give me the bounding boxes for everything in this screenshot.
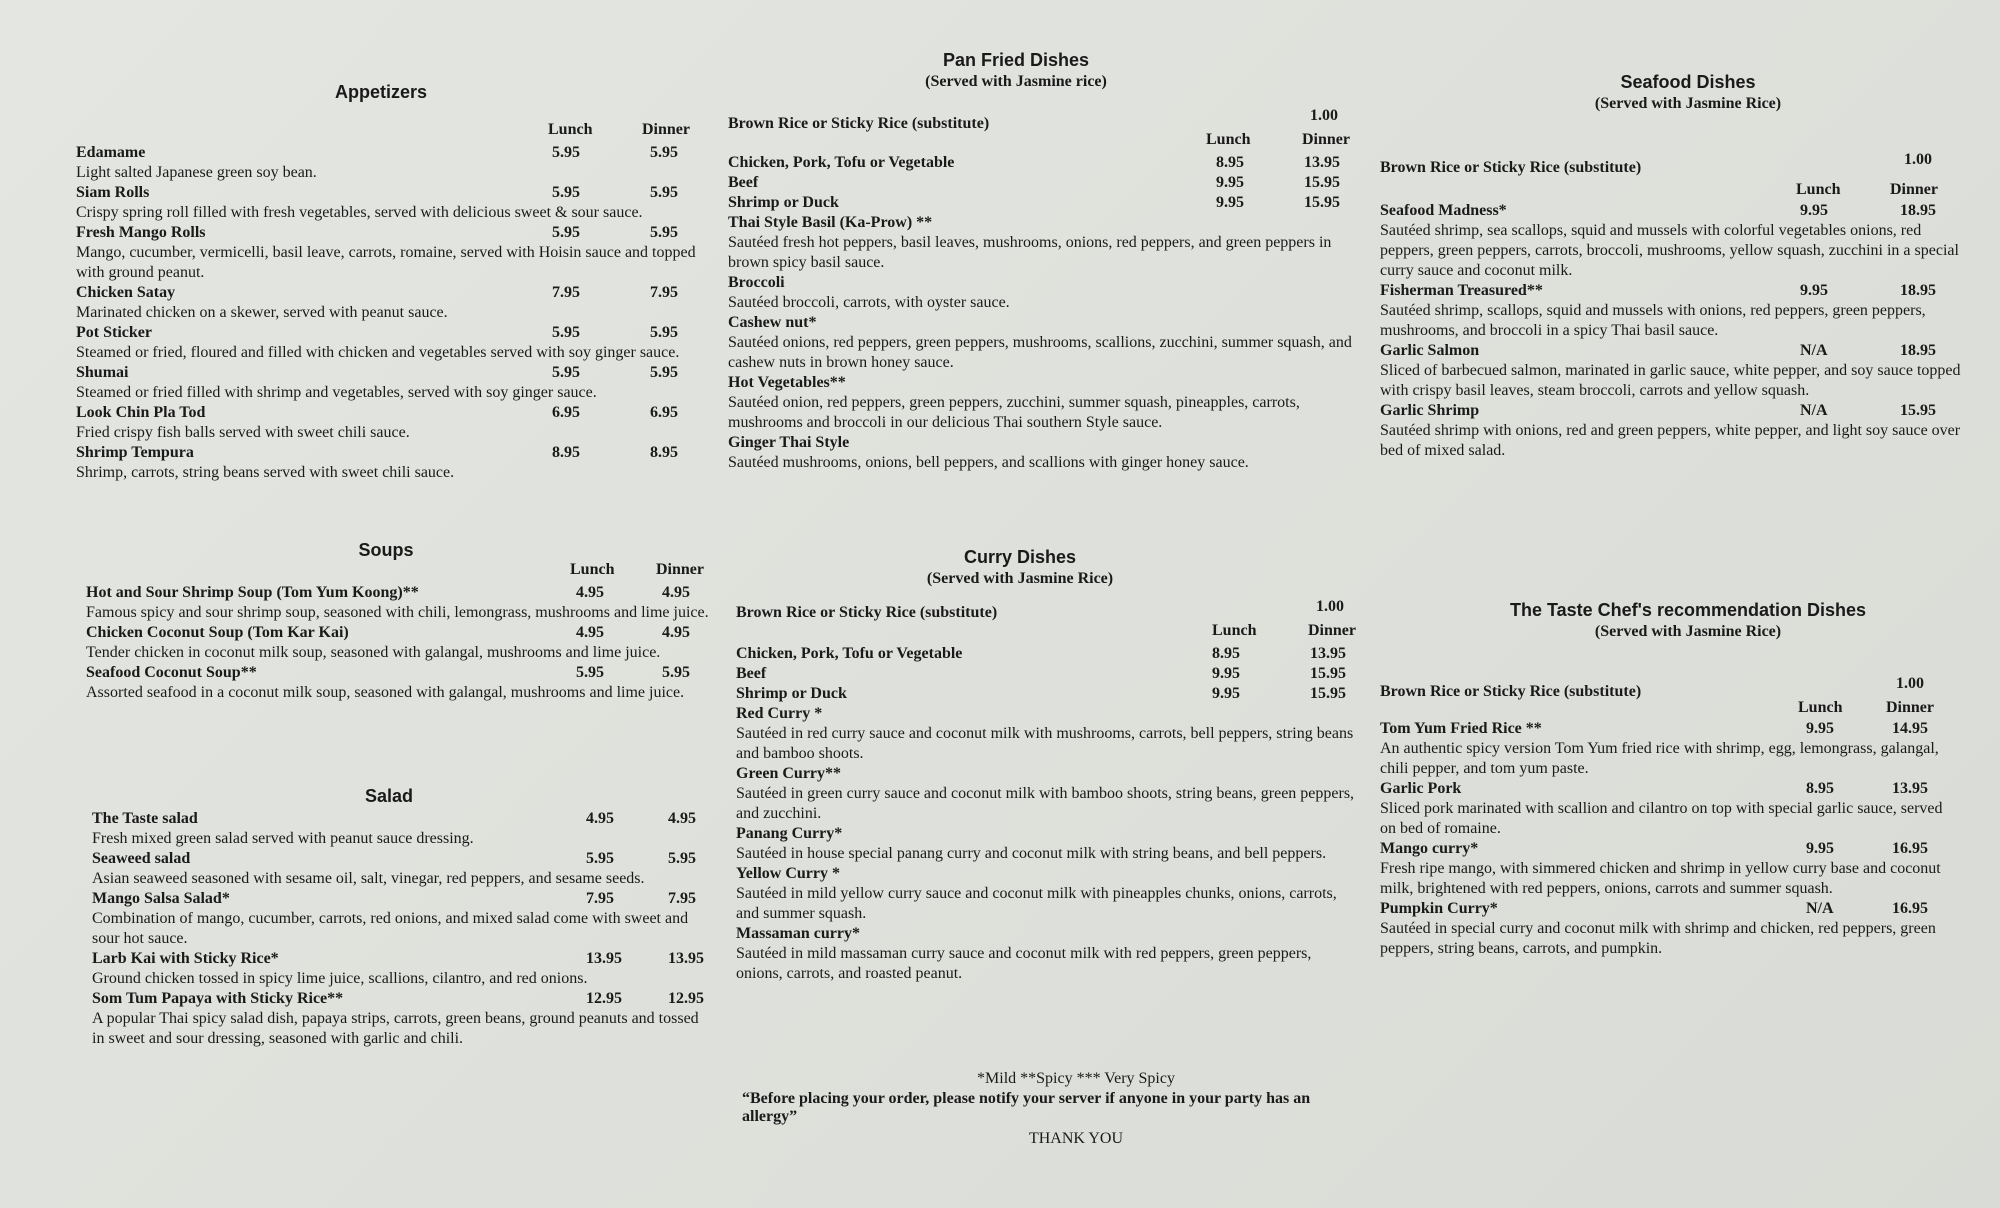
salad-title: Salad (364, 786, 414, 806)
item-name: Thai Style Basil (Ka-Prow) ** (728, 214, 933, 231)
dinner-price: 7.95 (668, 890, 696, 907)
dinner-price: 5.95 (650, 364, 678, 381)
substitute-label: Brown Rice or Sticky Rice (substitute) (736, 604, 998, 621)
item-description: Fresh ripe mango, with simmered chicken and shrimp in yellow curry base and coconut milk, brightened with red peppers, onions, carrots and summer squash. (1380, 860, 1941, 897)
item-name: Seaweed salad (92, 850, 191, 867)
item-description: Sautéed in house special panang curry and coconut milk with string beans, and bell peppers. (736, 845, 1327, 862)
dinner-price: 5.95 (650, 224, 678, 241)
base-price-row (736, 664, 1364, 684)
item-description: Sautéed in mild yellow curry sauce and coconut milk with pineapples chunks, onions, carrots, and summer squash. (736, 885, 1337, 922)
menu-item (1380, 341, 1966, 401)
item-name: Yellow Curry * (736, 865, 840, 882)
curry-title: Curry Dishes (963, 547, 1077, 567)
menu-item (92, 849, 716, 889)
item-name: Hot Vegetables** (728, 374, 846, 391)
panfried-base-prices (728, 153, 1364, 213)
soups-list (86, 583, 716, 703)
lunch-price: 5.95 (552, 224, 580, 241)
dinner-price: 18.95 (1900, 202, 1936, 219)
item-name: Edamame (76, 144, 146, 161)
dinner-price: 13.95 (668, 950, 704, 967)
base-price-row (728, 153, 1364, 173)
chef-subtitle: (Served with Jasmine Rice) (1594, 623, 1782, 640)
seafood-price-header (1380, 181, 1966, 201)
base-price-row (736, 644, 1364, 664)
item-description: Fresh mixed green salad served with peanut sauce dressing. (92, 830, 474, 847)
chef-substitute-row (1380, 675, 1966, 699)
item-description: Shrimp, carrots, string beans served with sweet chili sauce. (76, 464, 455, 481)
lunch-price: 5.95 (586, 850, 614, 867)
dinner-header: Dinner (1886, 699, 1934, 716)
lunch-price: 9.95 (1800, 202, 1828, 219)
item-name: Som Tum Papaya with Sticky Rice** (92, 990, 344, 1007)
curry-substitute-row (736, 598, 1364, 622)
lunch-header: Lunch (1206, 131, 1251, 148)
dinner-price: 7.95 (650, 284, 678, 301)
item-description: Tender chicken in coconut milk soup, seasoned with galangal, mushrooms and lime juice. (86, 644, 661, 661)
item-description: Fried crispy fish balls served with sweet chili sauce. (76, 424, 410, 441)
base-price-row (728, 173, 1364, 193)
menu-item (76, 403, 716, 443)
menu-item (728, 273, 1364, 313)
item-description: Sautéed shrimp, sea scallops, squid and mussels with colorful vegetables onions, red peppers, green peppers, carrots, broccoli, mushrooms, yellow squash, zucchini in a special curry sauce and coconut milk. (1380, 222, 1959, 279)
base-name: Shrimp or Duck (728, 194, 839, 211)
lunch-price: 5.95 (576, 664, 604, 681)
item-name: Chicken Satay (76, 284, 176, 301)
lunch-price: 6.95 (552, 404, 580, 421)
dinner-price: 15.95 (1304, 174, 1340, 191)
menu-item (1380, 779, 1966, 839)
substitute-label: Brown Rice or Sticky Rice (substitute) (1380, 159, 1642, 176)
panfried-list (728, 213, 1364, 473)
item-description: Asian seaweed seasoned with sesame oil, salt, vinegar, red peppers, and sesame seeds. (92, 870, 645, 887)
menu-item (76, 363, 716, 403)
dinner-price: 13.95 (1892, 780, 1928, 797)
item-name: Fisherman Treasured** (1380, 282, 1543, 299)
menu-item (736, 824, 1364, 864)
menu-item (76, 283, 716, 323)
item-name: Shumai (76, 364, 129, 381)
item-description: Sautéed in green curry sauce and coconut milk with bamboo shoots, string beans, green peppers, and zucchini. (736, 785, 1355, 822)
item-name: Garlic Salmon (1380, 342, 1480, 359)
item-description: Crispy spring roll filled with fresh vegetables, served with delicious sweet & sour sauce. (76, 204, 643, 221)
lunch-price: 7.95 (586, 890, 614, 907)
dinner-header: Dinner (642, 121, 690, 138)
chef-section (1380, 600, 1966, 959)
menu-item (76, 183, 716, 223)
curry-base-prices (736, 644, 1364, 704)
lunch-price: 9.95 (1216, 174, 1244, 191)
menu-item (76, 143, 716, 183)
curry-list (736, 704, 1364, 984)
menu-item (728, 433, 1364, 473)
substitute-price: 1.00 (1310, 107, 1338, 124)
menu-item (1380, 719, 1966, 779)
substitute-price: 1.00 (1896, 675, 1924, 692)
item-description: Light salted Japanese green soy bean. (76, 164, 317, 181)
dinner-header: Dinner (1890, 181, 1938, 198)
lunch-price: 5.95 (552, 144, 580, 161)
lunch-header: Lunch (548, 121, 593, 138)
seafood-title: Seafood Dishes (1620, 72, 1756, 92)
menu-item (92, 989, 716, 1049)
item-name: Cashew nut* (728, 314, 817, 331)
spice-legend: *Mild **Spicy *** Very Spicy (977, 1070, 1175, 1087)
panfried-title: Pan Fried Dishes (942, 50, 1090, 70)
item-name: Larb Kai with Sticky Rice* (92, 950, 279, 967)
lunch-price: 9.95 (1800, 282, 1828, 299)
lunch-price: 9.95 (1216, 194, 1244, 211)
menu-item (76, 323, 716, 363)
item-name: Fresh Mango Rolls (76, 224, 206, 241)
dinner-price: 14.95 (1892, 720, 1928, 737)
item-name: Red Curry * (736, 705, 823, 722)
menu-item (1380, 281, 1966, 341)
item-name: Garlic Pork (1380, 780, 1462, 797)
item-description: Sautéed broccoli, carrots, with oyster sauce. (728, 294, 1010, 311)
curry-section (736, 547, 1364, 984)
item-description: Mango, cucumber, vermicelli, basil leave, carrots, romaine, served with Hoisin sauce and topped with ground peanut. (76, 244, 696, 281)
curry-subtitle: (Served with Jasmine Rice) (926, 570, 1114, 587)
item-description: Marinated chicken on a skewer, served with peanut sauce. (76, 304, 448, 321)
substitute-price: 1.00 (1904, 151, 1932, 168)
dinner-price: 15.95 (1310, 665, 1346, 682)
lunch-price: 5.95 (552, 324, 580, 341)
item-description: A popular Thai spicy salad dish, papaya strips, carrots, green beans, ground peanuts and tossed in sweet and sour dressing, seasoned with garlic and chili. (92, 1010, 699, 1047)
dinner-price: 5.95 (650, 144, 678, 161)
base-name: Chicken, Pork, Tofu or Vegetable (736, 645, 963, 662)
dinner-price: 16.95 (1892, 900, 1928, 917)
lunch-price: 8.95 (1216, 154, 1244, 171)
salad-section (92, 786, 716, 1049)
lunch-price: N/A (1806, 900, 1834, 917)
chef-price-header (1380, 699, 1966, 719)
item-description: Assorted seafood in a coconut milk soup, seasoned with galangal, mushrooms and lime juice. (86, 684, 685, 701)
item-description: Ground chicken tossed in spicy lime juice, scallions, cilantro, and red onions. (92, 970, 588, 987)
dinner-price: 16.95 (1892, 840, 1928, 857)
lunch-price: 5.95 (552, 364, 580, 381)
menu-item (736, 864, 1364, 924)
lunch-price: 9.95 (1806, 840, 1834, 857)
dinner-price: 4.95 (662, 584, 690, 601)
chef-list (1380, 719, 1966, 959)
menu-item (76, 223, 716, 283)
base-name: Chicken, Pork, Tofu or Vegetable (728, 154, 955, 171)
menu-item (736, 924, 1364, 984)
base-price-row (736, 684, 1364, 704)
item-description: Sautéed onions, red peppers, green peppers, mushrooms, scallions, zucchini, summer squash, and cashew nuts in brown honey sauce. (728, 334, 1352, 371)
item-name: Tom Yum Fried Rice ** (1380, 720, 1542, 737)
dinner-price: 15.95 (1310, 685, 1346, 702)
item-description: Sautéed shrimp with onions, red and green peppers, white pepper, and light soy sauce over bed of mixed salad. (1380, 422, 1961, 459)
item-description: Sautéed fresh hot peppers, basil leaves, mushrooms, onions, red peppers, and green peppers in brown spicy basil sauce. (728, 234, 1332, 271)
lunch-price: N/A (1800, 402, 1828, 419)
item-name: Panang Curry* (736, 825, 843, 842)
item-description: Sautéed shrimp, scallops, squid and mussels with onions, red peppers, green peppers, mushrooms, and broccoli in a spicy Thai basil sauce. (1380, 302, 1926, 339)
lunch-price: 9.95 (1806, 720, 1834, 737)
allergy-notice: “Before placing your order, please notify your server if anyone in your party has an allergy” (742, 1090, 1311, 1125)
dinner-price: 5.95 (650, 324, 678, 341)
dinner-price: 18.95 (1900, 342, 1936, 359)
menu-item (92, 949, 716, 989)
dinner-price: 12.95 (668, 990, 704, 1007)
item-description: Steamed or fried, floured and filled with chicken and vegetables served with soy ginger sauce. (76, 344, 680, 361)
menu-item (728, 213, 1364, 273)
seafood-list (1380, 201, 1966, 461)
item-name: Green Curry** (736, 765, 842, 782)
menu-item (728, 313, 1364, 373)
seafood-section (1380, 72, 1966, 461)
item-name: The Taste salad (92, 810, 198, 827)
soups-section (86, 540, 716, 703)
appetizers-list (76, 143, 716, 483)
chef-title: The Taste Chef's recommendation Dishes (1509, 600, 1867, 620)
base-name: Beef (736, 665, 767, 682)
item-name: Hot and Sour Shrimp Soup (Tom Yum Koong)** (86, 584, 419, 601)
panfried-price-header (728, 131, 1364, 153)
item-name: Pot Sticker (76, 324, 152, 341)
lunch-price: 13.95 (586, 950, 622, 967)
seafood-subtitle: (Served with Jasmine Rice) (1594, 95, 1782, 112)
dinner-header: Dinner (656, 561, 704, 578)
dinner-price: 13.95 (1310, 645, 1346, 662)
menu-item (728, 373, 1364, 433)
lunch-price: 9.95 (1212, 665, 1240, 682)
substitute-label: Brown Rice or Sticky Rice (substitute) (1380, 683, 1642, 700)
item-description: Sautéed onion, red peppers, green peppers, zucchini, summer squash, pineapples, carrots, mushrooms and broccoli in our delicious Thai southern Style sauce. (728, 394, 1300, 431)
menu-item (86, 583, 716, 623)
item-name: Pumpkin Curry* (1380, 900, 1498, 917)
item-description: Sautéed mushrooms, onions, bell peppers, and scallions with ginger honey sauce. (728, 454, 1249, 471)
dinner-price: 15.95 (1900, 402, 1936, 419)
thank-you: THANK YOU (1028, 1130, 1124, 1147)
item-description: Steamed or fried filled with shrimp and vegetables, served with soy ginger sauce. (76, 384, 597, 401)
menu-item (1380, 401, 1966, 461)
item-name: Siam Rolls (76, 184, 150, 201)
lunch-header: Lunch (570, 561, 615, 578)
base-price-row (728, 193, 1364, 213)
substitute-label: Brown Rice or Sticky Rice (substitute) (728, 115, 990, 132)
item-name: Seafood Madness* (1380, 202, 1507, 219)
dinner-header: Dinner (1302, 131, 1350, 148)
item-name: Broccoli (728, 274, 785, 291)
item-description: Combination of mango, cucumber, carrots, red onions, and mixed salad come with sweet and sour hot sauce. (92, 910, 689, 947)
dinner-price: 5.95 (650, 184, 678, 201)
salad-list (92, 809, 716, 1049)
item-name: Shrimp Tempura (76, 444, 194, 461)
dinner-price: 18.95 (1900, 282, 1936, 299)
dinner-price: 4.95 (668, 810, 696, 827)
dinner-header: Dinner (1308, 622, 1356, 639)
menu-item (92, 889, 716, 949)
panfried-subtitle: (Served with Jasmine rice) (925, 73, 1107, 90)
item-name: Massaman curry* (736, 925, 860, 942)
seafood-substitute-row (1380, 151, 1966, 181)
menu-item (736, 704, 1364, 764)
item-description: Sautéed in mild massaman curry sauce and coconut milk with red peppers, green peppers, onions, carrots, and roasted peanut. (736, 945, 1312, 982)
lunch-header: Lunch (1798, 699, 1843, 716)
lunch-header: Lunch (1212, 622, 1257, 639)
base-name: Shrimp or Duck (736, 685, 847, 702)
dinner-price: 8.95 (650, 444, 678, 461)
item-name: Look Chin Pla Tod (76, 404, 206, 421)
lunch-price: 4.95 (576, 584, 604, 601)
item-name: Garlic Shrimp (1380, 402, 1480, 419)
item-description: Famous spicy and sour shrimp soup, seasoned with chili, lemongrass, mushrooms and lime juice. (86, 604, 709, 621)
lunch-price: 8.95 (1212, 645, 1240, 662)
menu-item (92, 809, 716, 849)
lunch-header: Lunch (1796, 181, 1841, 198)
item-description: Sliced of barbecued salmon, marinated in garlic sauce, white pepper, and soy sauce topped with crispy basil leaves, steam broccoli, carrots and yellow squash. (1380, 362, 1961, 399)
menu-item (76, 443, 716, 483)
menu-item (86, 623, 716, 663)
dinner-price: 4.95 (662, 624, 690, 641)
menu-item (1380, 839, 1966, 899)
dinner-price: 13.95 (1304, 154, 1340, 171)
menu-item (1380, 899, 1966, 959)
dinner-price: 5.95 (668, 850, 696, 867)
item-name: Chicken Coconut Soup (Tom Kar Kai) (86, 624, 349, 641)
soups-price-header (86, 561, 716, 583)
menu-item (86, 663, 716, 703)
item-description: Sliced pork marinated with scallion and cilantro on top with special garlic sauce, served on bed of romaine. (1380, 800, 1943, 837)
lunch-price: 4.95 (586, 810, 614, 827)
item-name: Mango curry* (1380, 840, 1479, 857)
item-name: Seafood Coconut Soup** (86, 664, 257, 681)
item-name: Ginger Thai Style (728, 434, 850, 451)
appetizers-section (76, 82, 716, 483)
menu-item (736, 764, 1364, 824)
curry-price-header (736, 622, 1364, 644)
base-name: Beef (728, 174, 759, 191)
soups-title: Soups (358, 540, 414, 560)
lunch-price: 8.95 (552, 444, 580, 461)
item-description: Sautéed in special curry and coconut milk with shrimp and chicken, red peppers, green peppers, string beans, carrots, and pumpkin. (1380, 920, 1936, 957)
item-description: Sautéed in red curry sauce and coconut milk with mushrooms, carrots, bell peppers, string beans and bamboo shoots. (736, 725, 1354, 762)
menu-item (1380, 201, 1966, 281)
dinner-price: 6.95 (650, 404, 678, 421)
dinner-price: 5.95 (662, 664, 690, 681)
substitute-price: 1.00 (1316, 598, 1344, 615)
lunch-price: 7.95 (552, 284, 580, 301)
panfried-substitute-row (728, 107, 1364, 131)
lunch-price: 9.95 (1212, 685, 1240, 702)
lunch-price: N/A (1800, 342, 1828, 359)
appetizers-price-header (76, 121, 716, 143)
item-description: An authentic spicy version Tom Yum fried rice with shrimp, egg, lemongrass, galangal, chili pepper, and tom yum paste. (1380, 740, 1939, 777)
appetizers-title: Appetizers (334, 82, 428, 102)
item-name: Mango Salsa Salad* (92, 890, 230, 907)
lunch-price: 4.95 (576, 624, 604, 641)
lunch-price: 8.95 (1806, 780, 1834, 797)
lunch-price: 5.95 (552, 184, 580, 201)
dinner-price: 15.95 (1304, 194, 1340, 211)
lunch-price: 12.95 (586, 990, 622, 1007)
panfried-section (728, 50, 1364, 473)
